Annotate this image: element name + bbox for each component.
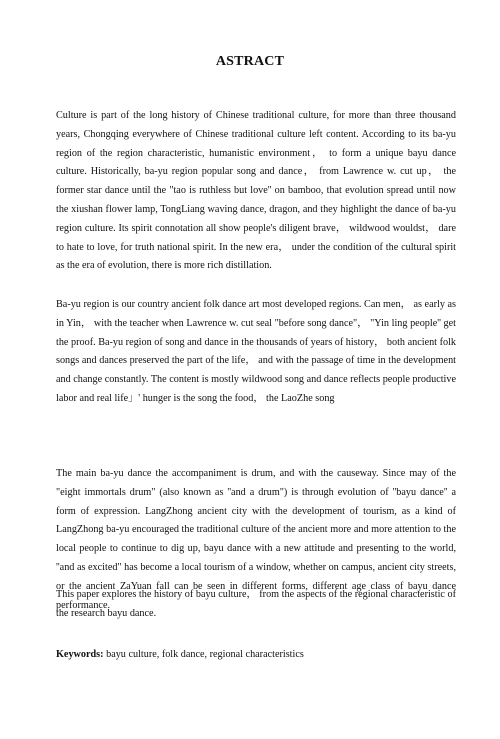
abstract-paragraph-4: This paper explores the history of bayu culture， from the aspects of the regional characteristic of the research bayu dance. [56,589,456,619]
abstract-paragraph-1: Culture is part of the long history of Chinese traditional culture, for more than three thousand years, Chongqing everywhere of Chinese traditional culture left content. According to its ba-yu region of the region characteristic, humanistic environment， to form a unique bayu dance culture. Historically, ba-yu region popular song and dance， from Lawrence w. cut up， the former star dance until the "tao is ruthless but love'' on bamboo, that evolution spread until now the xiushan flower lamp, TongLiang waving dance, dragon, and they highlight the dance of ba-yu region culture. Its spirit connotation all show people's diligent brave， wildwood wouldst， dare to hate to love, for truth national spirit. In the new era， under the condition of the cultural spirit as the era of evolution, there is more rich distillation. [56,110,456,272]
keywords-text: bayu culture, folk dance, regional characteristics [103,649,304,660]
abstract-paragraph-3: The main ba-yu dance the accompaniment is drum, and with the causeway. Since may of the "eight immortals drum" (also known as ''and a drum") is through evolution of ''bayu dance'' a form of expression. LangZhong ancient city with the development of tourism, as a kind of LangZhong ba-yu encouraged the traditional culture of the ancient more and more attention to the local people to continue to dig up, bayu dance with a new attitude and presenting to the world, ''and as excited" has become a local tourism of a window, whether on campus, ancient city streets, or the ancient ZaYuan fall can be seen in different forms, different age class of bayu dance performance. [56,468,456,611]
abstract-paragraph-2: Ba-yu region is our country ancient folk dance art most developed regions. Can men， as early as in Yin， with the teacher when Lawrence w. cut seal "before song dance"， "Yin ling people'' get the proof. Ba-yu region of song and dance in the thousands of years of history， both ancient folk songs and dances preserved the part of the life， and with the passage of time in the development and change constantly. The content is mostly wildwood song and dance reflects people productive labor and real life」' hunger is the song the food， the LaoZhe song [56,299,456,404]
page-title: ASTRACT [215,54,285,69]
keywords-label: Keywords: [56,649,104,660]
keywords-line [56,647,476,663]
